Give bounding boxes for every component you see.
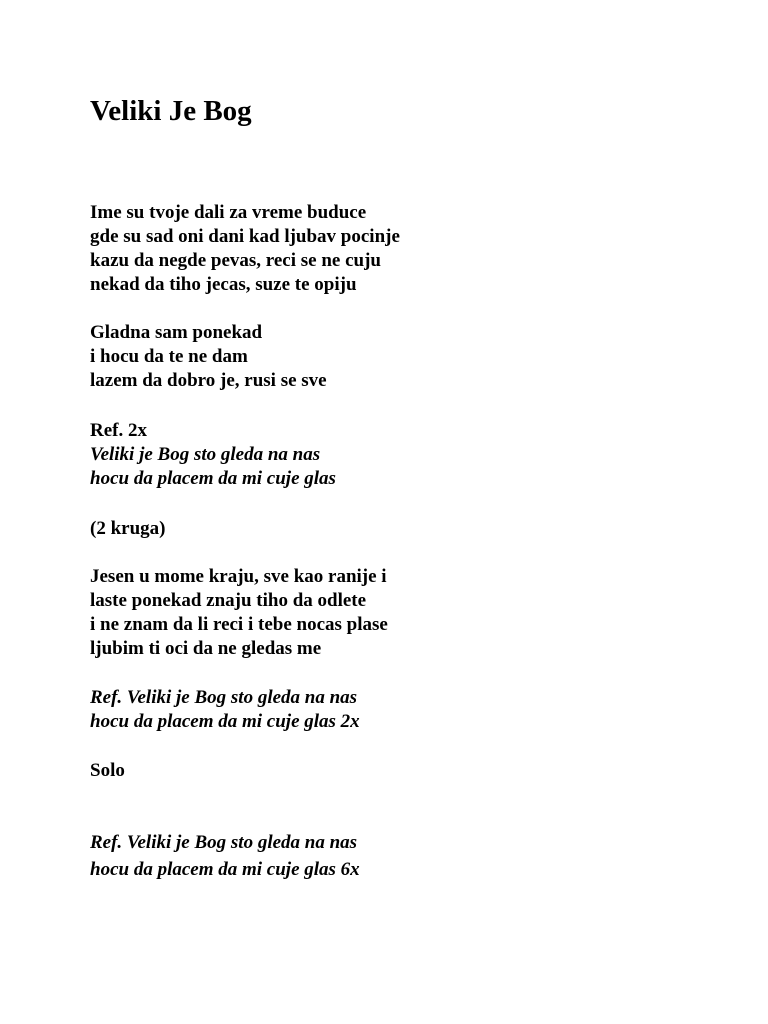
song-title: Veliki Je Bog: [90, 95, 252, 127]
refrain3-line-2: hocu da placem da mi cuje glas 6x: [90, 859, 360, 880]
verse1-line-3: kazu da negde pevas, reci se ne cuju: [90, 250, 381, 271]
refrain1-line-2: hocu da placem da mi cuje glas: [90, 468, 336, 489]
refrain2-line-2: hocu da placem da mi cuje glas 2x: [90, 711, 360, 732]
verse3-line-3: i ne znam da li reci i tebe nocas plase: [90, 614, 388, 635]
ref-label: Ref. 2x: [90, 420, 147, 441]
kruga-note: (2 kruga): [90, 518, 166, 539]
verse2-line-2: i hocu da te ne dam: [90, 346, 248, 367]
refrain3-line-1: Ref. Veliki je Bog sto gleda na nas: [90, 832, 358, 853]
verse3-line-2: laste ponekad znaju tiho da odlete: [90, 590, 367, 611]
verse2-line-1: Gladna sam ponekad: [90, 322, 263, 343]
verse2-line-3: lazem da dobro je, rusi se sve: [90, 370, 327, 391]
refrain2-line-1: Ref. Veliki je Bog sto gleda na nas: [90, 687, 358, 708]
verse1-line-2: gde su sad oni dani kad ljubav pocinje: [90, 226, 400, 247]
verse3-line-4: ljubim ti oci da ne gledas me: [90, 638, 322, 659]
verse1-line-1: Ime su tvoje dali za vreme buduce: [90, 202, 367, 223]
solo-label: Solo: [90, 760, 125, 781]
verse3-line-1: Jesen u mome kraju, sve kao ranije i: [90, 566, 387, 587]
verse1-line-4: nekad da tiho jecas, suze te opiju: [90, 274, 357, 295]
refrain1-line-1: Veliki je Bog sto gleda na nas: [90, 444, 321, 465]
